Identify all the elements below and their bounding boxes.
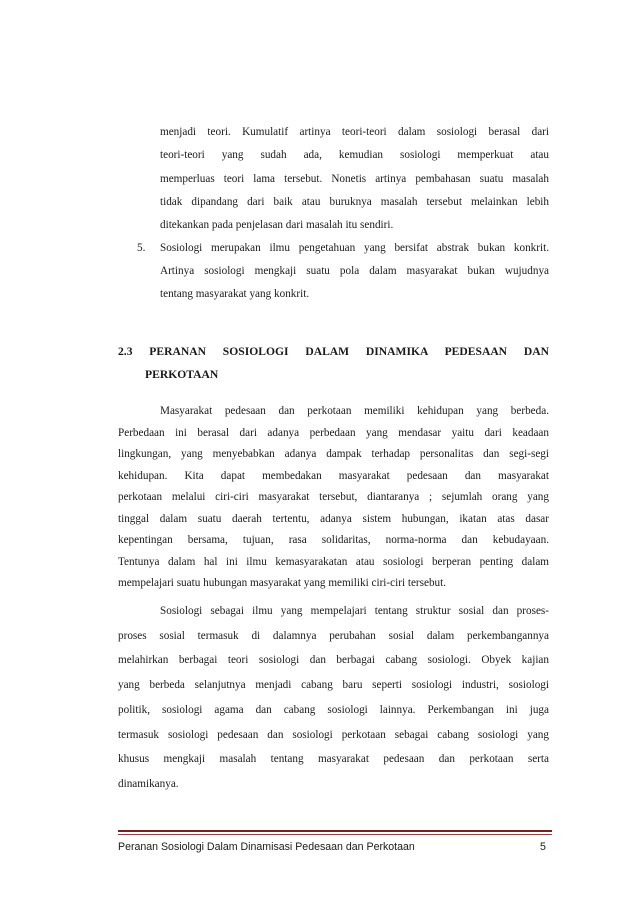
list-item-line: Artinya sosiologi mengkaji suatu pola dalam masyarakat bukan wujudnya [160,265,549,277]
list-continuation-line: memperluas teori lama tersebut. Nonetis artinya pembahasan suatu masalah [160,173,549,185]
paragraph-line: proses sosial termasuk di dalamnya perubahan sosial dalam perkembangannya [118,629,549,642]
paragraph-line: Tentunya dalam hal ini ilmu kemasyarakatan atau sosiologi berperan penting dalam [118,555,549,568]
list-continuation-line: tidak dipandang dari baik atau buruknya masalah tersebut melainkan lebih [160,196,549,208]
paragraph-line: kehidupan. Kita dapat membedakan masyarakat pedesaan dan masyarakat [118,469,549,482]
paragraph-line: perkotaan melalui ciri-ciri masyarakat tersebut, diantaranya ; sejumlah orang yang [118,491,549,503]
footer-rule [118,830,552,832]
paragraph-line: Perbedaan ini berasal dari adanya perbedaan yang mendasar yaitu dari keadaan [118,426,549,439]
paragraph-line: politik, sosiologi agama dan cabang sosiologi lainnya. Perkembangan ini juga [118,703,549,716]
list-continuation-line: menjadi teori. Kumulatif artinya teori-teori dalam sosiologi berasal dari [160,126,549,138]
footer-rule-thin [118,834,552,835]
paragraph-line: melahirkan berbagai teori sosiologi dan berbagai cabang sosiologi. Obyek kajian [118,654,549,667]
paragraph-line: kepentingan bersama, tujuan, rasa solidaritas, norma-norma dan kebudayaan. [118,534,549,546]
list-continuation-line: ditekankan pada penjelasan dari masalah itu sendiri. [160,219,394,231]
section-heading-continuation: PERKOTAAN [145,368,219,381]
page-number: 5 [540,841,546,853]
paragraph-line: lingkungan, yang menyebabkan adanya dampak terhadap personalitas dan segi-segi [118,448,549,460]
paragraph-line: dinamikanya. [118,777,179,790]
paragraph-line: yang berbeda selanjutnya menjadi cabang baru seperti sosiologi industri, sosiologi [118,679,549,692]
list-item-line: Sosiologi merupakan ilmu pengetahuan yang bersifat abstrak bukan konkrit. [160,242,549,254]
paragraph-line: khusus mengkaji masalah tentang masyarakat pedesaan dan perkotaan serta [118,753,549,766]
paragraph-line: Sosiologi sebagai ilmu yang mempelajari tentang struktur sosial dan proses- [160,605,549,617]
paragraph-line: Masyarakat pedesaan dan perkotaan memiliki kehidupan yang berbeda. [160,405,549,417]
list-item-number: 5. [137,242,146,254]
footer-title: Peranan Sosiologi Dalam Dinamisasi Pedesaan dan Perkotaan [118,841,415,853]
list-item-line: tentang masyarakat yang konkrit. [160,288,310,300]
paragraph-line: mempelajari suatu hubungan masyarakat yang memiliki ciri-ciri tersebut. [118,577,447,589]
paragraph-line: termasuk sosiologi pedesaan dan sosiologi perkotaan sebagai cabang sosiologi yang [118,728,549,741]
list-continuation-line: teori-teori yang sudah ada, kemudian sosiologi memperkuat atau [160,149,549,161]
paragraph-line: tinggal dalam suatu daerah tertentu, adanya sistem hubungan, ikatan atas dasar [118,512,549,525]
section-heading: 2.3 PERANAN SOSIOLOGI DALAM DINAMIKA PEDESAAN DAN [118,345,549,358]
